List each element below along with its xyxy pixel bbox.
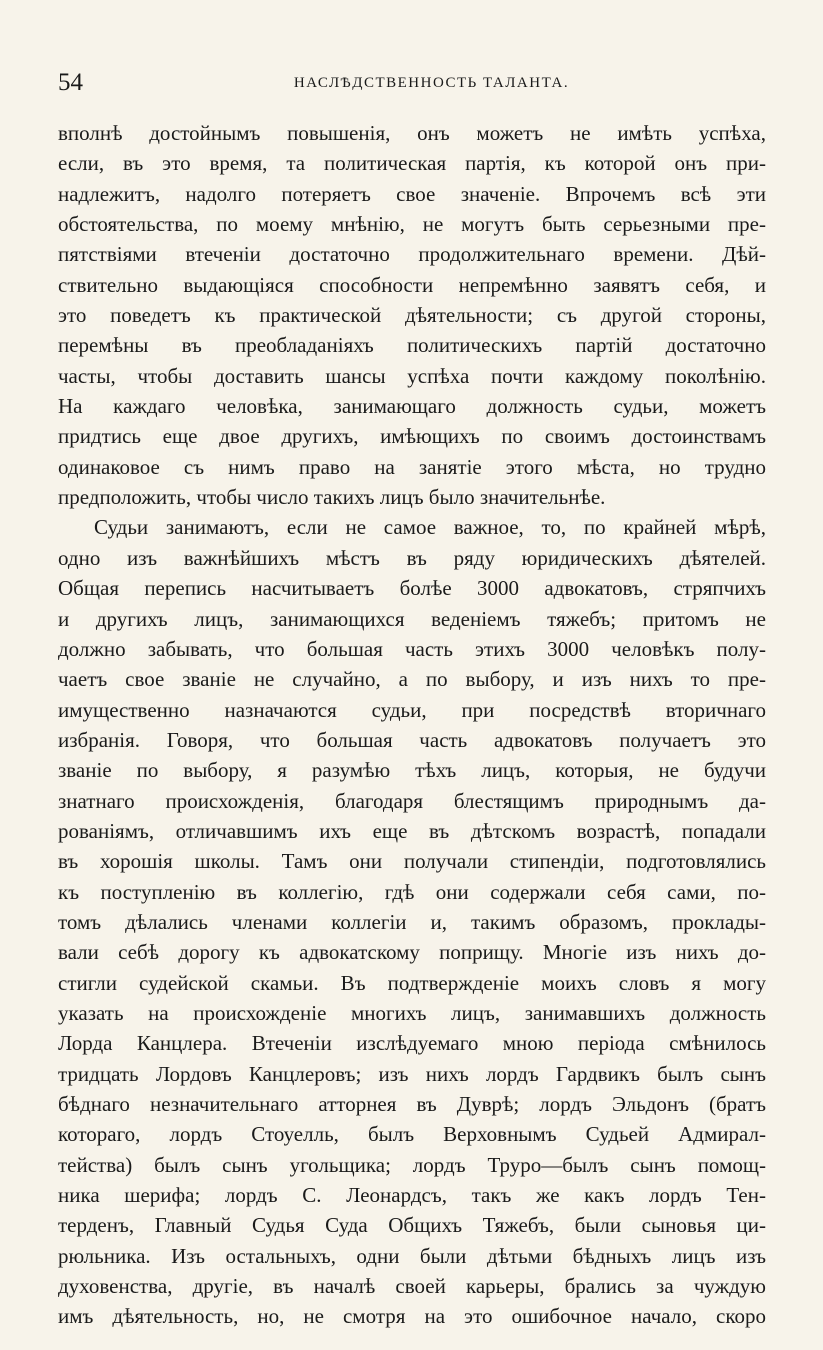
text-line: пятствіями втеченіи достаточно продолжительнаго времени. Дѣй- xyxy=(58,242,766,267)
text-line: одинаковое съ нимъ право на занятіе этого мѣста, но трудно xyxy=(58,454,766,479)
page-number: 54 xyxy=(58,69,83,96)
text-line: тридцать Лордовъ Канцлеровъ; изъ нихъ лордъ Гардвикъ былъ сынъ xyxy=(58,1061,766,1086)
text-line: бѣднаго незначительнаго атторнея въ Дуврѣ; лордъ Эльдонъ (братъ xyxy=(58,1092,766,1116)
text-line: стигли судейской скамьи. Въ подтвержденіе моихъ словъ я могу xyxy=(58,970,766,995)
text-line: рюльника. Изъ остальныхъ, одни были дѣтьми бѣдныхъ лицъ изъ xyxy=(58,1243,766,1268)
text-line: котораго, лордъ Стоуелль, былъ Верховнымъ Судьей Адмирал- xyxy=(58,1122,766,1147)
text-line: Лорда Канцлера. Втеченіи изслѣдуемаго мною періода смѣнилось xyxy=(58,1031,766,1056)
text-line: чаетъ свое званіе не случайно, а по выбору, и изъ нихъ то пре- xyxy=(58,667,766,692)
text-line: если, въ это время, та политическая партія, къ которой онъ при- xyxy=(58,151,766,176)
paragraph xyxy=(58,512,766,1331)
text-line: указать на происхожденіе многихъ лицъ, занимавшихъ должность xyxy=(58,1000,766,1025)
text-line: одно изъ важнѣйшихъ мѣстъ въ ряду юридическихъ дѣятелей. xyxy=(58,545,766,570)
text-line: имъ дѣятельность, но, не смотря на это ошибочное начало, скоро xyxy=(58,1304,766,1329)
text-line: въ хорошія школы. Тамъ они получали стипендіи, подготовлялись xyxy=(58,849,766,874)
paragraph xyxy=(58,118,766,512)
text-line: Судьи занимаютъ, если не самое важное, то, по крайней мѣрѣ, xyxy=(94,515,766,540)
text-line: къ поступленію въ коллегію, гдѣ они содержали себя сами, по- xyxy=(58,879,766,904)
text-line: ника шерифа; лордъ С. Леонардсъ, такъ же какъ лордъ Тен- xyxy=(58,1183,766,1208)
text-line: рованіямъ, отличавшимъ ихъ еще въ дѣтскомъ возрастѣ, попадали xyxy=(58,818,766,843)
text-line: знатнаго происхожденія, благодаря блестящимъ природнымъ да- xyxy=(58,788,766,813)
text-line: надлежитъ, надолго потеряетъ свое значеніе. Впрочемъ всѣ эти xyxy=(58,181,766,206)
text-line: придтись еще двое другихъ, имѣющихъ по своимъ достоинствамъ xyxy=(58,424,766,449)
text-line: духовенства, другіе, въ началѣ своей карьеры, брались за чуждую xyxy=(58,1274,766,1299)
text-line: терденъ, Главный Судья Суда Общихъ Тяжебъ, были сыновья ци- xyxy=(58,1213,766,1238)
text-line: обстоятельства, по моему мнѣнію, не могутъ быть серьезными пре- xyxy=(58,212,766,237)
text-line: На каждаго человѣка, занимающаго должность судьи, можетъ xyxy=(58,394,766,419)
running-title: НАСЛѢДСТВЕННОСТЬ ТАЛАНТА. xyxy=(293,75,570,91)
text-line: имущественно назначаются судьи, при посредствѣ вторичнаго xyxy=(58,697,766,722)
text-line: вали себѣ дорогу къ адвокатскому поприщу. Многіе изъ нихъ до- xyxy=(58,940,766,965)
text-line: ствительно выдающіяся способности непремѣнно заявятъ себя, и xyxy=(58,272,766,297)
body-text xyxy=(58,118,766,1332)
text-line: должно забывать, что большая часть этихъ 3000 человѣкъ полу- xyxy=(58,636,766,661)
text-line: это поведетъ къ практической дѣятельности; съ другой стороны, xyxy=(58,303,766,328)
text-line: избранія. Говоря, что большая часть адвокатовъ получаетъ это xyxy=(58,727,766,752)
text-line: томъ дѣлались членами коллегіи и, такимъ образомъ, проклады- xyxy=(58,909,766,934)
text-line: перемѣны въ преобладаніяхъ политическихъ партій достаточно xyxy=(58,333,766,358)
running-head xyxy=(58,66,765,100)
text-line: предположить, чтобы число такихъ лицъ было значительнѣе. xyxy=(58,485,606,510)
text-line: вполнѣ достойнымъ повышенія, онъ можетъ не имѣть успѣха, xyxy=(58,121,766,145)
text-line: часты, чтобы доставить шансы успѣха почти каждому поколѣнію. xyxy=(58,363,766,388)
text-line: званіе по выбору, я разумѣю тѣхъ лицъ, которыя, не будучи xyxy=(58,758,766,783)
text-line: и другихъ лицъ, занимающихся веденіемъ тяжебъ; притомъ не xyxy=(58,606,766,631)
text-line: тейства) былъ сынъ угольщика; лордъ Труро—былъ сынъ помощ- xyxy=(58,1152,766,1177)
text-line: Общая перепись насчитываетъ болѣе 3000 адвокатовъ, стряпчихъ xyxy=(58,576,766,601)
